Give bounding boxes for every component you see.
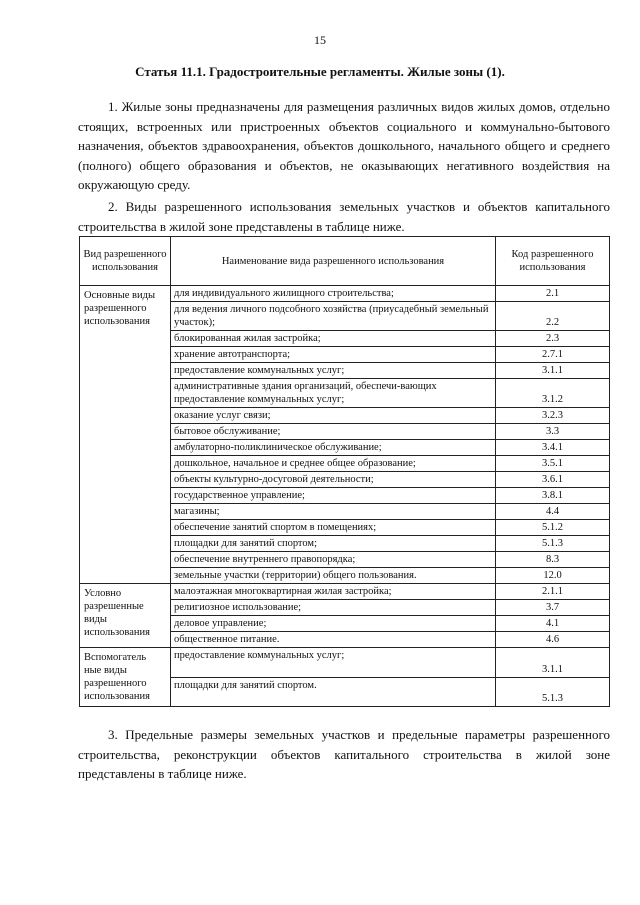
use-code-cell: 3.3	[496, 424, 610, 440]
use-code-cell: 4.4	[496, 504, 610, 520]
use-code-cell: 3.6.1	[496, 472, 610, 488]
use-code-cell: 3.4.1	[496, 440, 610, 456]
table-row	[80, 286, 610, 302]
page-number: 15	[314, 33, 326, 47]
use-name-cell: обеспечение занятий спортом в помещениях;	[171, 520, 496, 536]
use-name-cell: административные здания организаций, обеспечи-вающих предоставление коммунальных услуг;	[171, 379, 496, 408]
use-code-cell: 2.1.1	[496, 584, 610, 600]
use-code-cell: 3.1.2	[496, 379, 610, 408]
paragraph-1-text: 1. Жилые зоны предназначены для размещения различных видов жилых домов, отдельно стоящих, встроенных или пристроенных объектов социального и коммунально-бытового назначения, объектов здравоохранения, объектов дошкольного, начального общего и среднего (полного) общего образования и объектов, не оказывающих негативного воздействия на окружающую среду.	[78, 99, 610, 192]
group-kind-cell: Основные виды разрешенного использования	[80, 286, 171, 584]
use-name-cell: предоставление коммунальных услуг;	[171, 648, 496, 678]
paragraph-2-text: 2. Виды разрешенного использования земельных участков и объектов капитального строительства в жилой зоне представлены в таблице ниже.	[78, 199, 610, 234]
use-name-cell: для индивидуального жилищного строительства;	[171, 286, 496, 302]
table-header-row	[80, 237, 610, 286]
group-kind-cell: Условно разрешенные виды использования	[80, 584, 171, 648]
permitted-use-table	[79, 236, 610, 707]
use-code-cell: 2.2	[496, 302, 610, 331]
use-code-cell: 3.7	[496, 600, 610, 616]
use-name-cell: предоставление коммунальных услуг;	[171, 363, 496, 379]
use-code-cell: 2.7.1	[496, 347, 610, 363]
use-name-cell: общественное питание.	[171, 632, 496, 648]
use-code-cell: 4.1	[496, 616, 610, 632]
use-code-cell: 2.3	[496, 331, 610, 347]
use-code-cell: 3.1.1	[496, 363, 610, 379]
use-name-cell: для ведения личного подсобного хозяйства (приусадебный земельный участок);	[171, 302, 496, 331]
use-name-cell: объекты культурно-досуговой деятельности;	[171, 472, 496, 488]
article-title: Статья 11.1. Градостроительные регламенты. Жилые зоны (1).	[135, 64, 505, 79]
use-code-cell: 5.1.2	[496, 520, 610, 536]
use-code-cell: 3.5.1	[496, 456, 610, 472]
header-code: Код разрешенного использования	[496, 237, 610, 286]
header-name: Наименование вида разрешенного использования	[171, 237, 496, 286]
use-name-cell: амбулаторно-поликлиническое обслуживание;	[171, 440, 496, 456]
use-name-cell: площадки для занятий спортом.	[171, 677, 496, 707]
use-code-cell: 3.2.3	[496, 408, 610, 424]
use-code-cell: 3.1.1	[496, 648, 610, 678]
use-name-cell: обеспечение внутреннего правопорядка;	[171, 552, 496, 568]
use-code-cell: 5.1.3	[496, 536, 610, 552]
use-code-cell: 12.0	[496, 568, 610, 584]
header-kind: Вид разрешенного использования	[80, 237, 171, 286]
use-code-cell: 2.1	[496, 286, 610, 302]
use-name-cell: государственное управление;	[171, 488, 496, 504]
use-name-cell: земельные участки (территории) общего пользования.	[171, 568, 496, 584]
table-row	[80, 584, 610, 600]
use-name-cell: бытовое обслуживание;	[171, 424, 496, 440]
use-name-cell: хранение автотранспорта;	[171, 347, 496, 363]
paragraph-1	[78, 97, 610, 195]
use-code-cell: 5.1.3	[496, 677, 610, 707]
use-code-cell: 3.8.1	[496, 488, 610, 504]
use-name-cell: блокированная жилая застройка;	[171, 331, 496, 347]
use-name-cell: площадки для занятий спортом;	[171, 536, 496, 552]
paragraph-3-text: 3. Предельные размеры земельных участков и предельные параметры разрешенного строительства, реконструкции объектов капитального строительства в жилой зоне представлены в таблице ниже.	[78, 727, 610, 781]
use-name-cell: малоэтажная многоквартирная жилая застройка;	[171, 584, 496, 600]
use-name-cell: религиозное использование;	[171, 600, 496, 616]
use-name-cell: оказание услуг связи;	[171, 408, 496, 424]
group-kind-cell: Вспомогатель ные виды разрешенного использования	[80, 648, 171, 707]
use-code-cell: 4.6	[496, 632, 610, 648]
use-name-cell: деловое управление;	[171, 616, 496, 632]
paragraph-2	[78, 197, 610, 236]
use-name-cell: дошкольное, начальное и среднее общее образование;	[171, 456, 496, 472]
paragraph-3	[78, 725, 610, 784]
use-code-cell: 8.3	[496, 552, 610, 568]
table-body	[80, 286, 610, 707]
table-row	[80, 648, 610, 678]
use-name-cell: магазины;	[171, 504, 496, 520]
